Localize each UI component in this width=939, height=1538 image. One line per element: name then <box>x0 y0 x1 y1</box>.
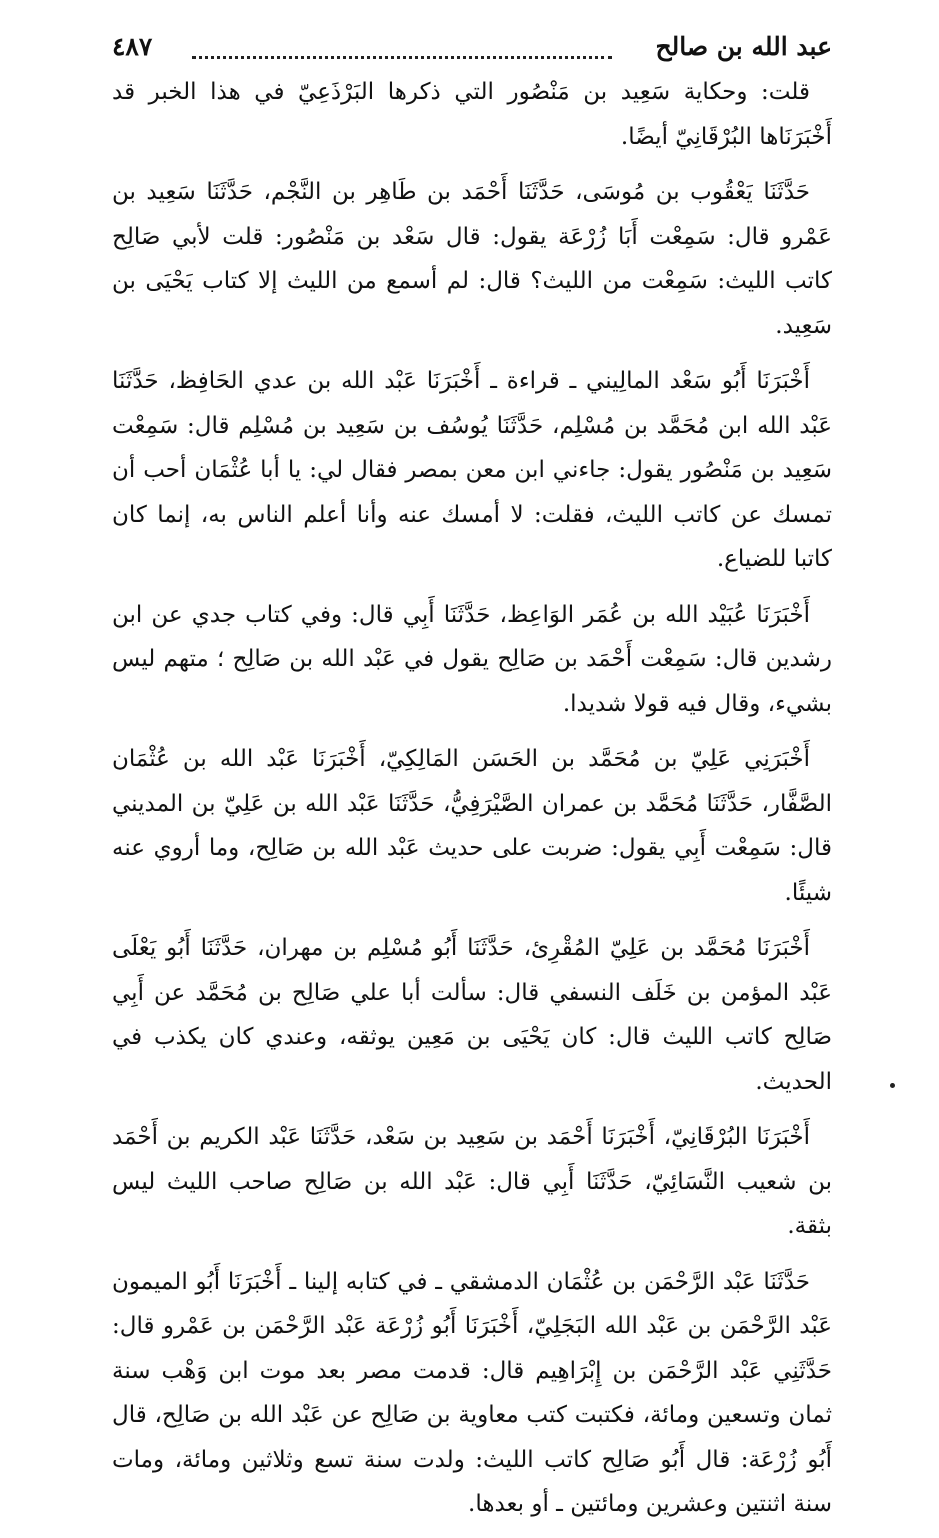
paragraph: أَخْبَرَنَا مُحَمَّد بن عَلِيّ المُقْرِئ، حَدَّثَنَا أَبُو مُسْلِم بن مهران، حَدَّثَنَا أَبُو يَعْلَى عَبْد المؤمن بن خَلَف النسفي قال: سألت أبا علي صَالِح بن مُحَمَّد عن أَبِي صَالِح كاتب الليث قال: كان يَحْيَى بن مَعِين يوثقه، وعندي كان يكذب في الحديث. <box>112 935 832 1095</box>
paragraph: أَخْبَرَنَا البُرْقَانِيّ، أَخْبَرَنَا أَحْمَد بن سَعِيد بن سَعْد، حَدَّثَنَا عَبْد الكريم بن أَحْمَد بن شعيب النَّسَائِيّ، حَدَّثَنَا أَبِي قال: عَبْد الله بن صَالِح صاحب الليث ليس بثقة. <box>112 1124 832 1239</box>
paragraph: قلت: وحكاية سَعِيد بن مَنْصُور التي ذكرها البَرْذَعِيّ في هذا الخبر قد أَخْبَرَنَاها البُرْقَانِيّ أيضًا. <box>112 79 832 150</box>
running-head <box>112 30 832 70</box>
margin-dot <box>890 1083 895 1088</box>
body-text <box>112 70 832 1538</box>
page-number: ٤٨٧ <box>112 32 153 61</box>
paragraph: حَدَّثَنَا يَعْقُوب بن مُوسَى، حَدَّثَنَا أَحْمَد بن طَاهِر بن النَّجْم، حَدَّثَنَا سَعِيد بن عَمْرو قال: سَمِعْت أَبَا زُرْعَة يقول: قال سَعْد بن مَنْصُور: قلت لأبي صَالِح كاتب الليث: سَمِعْت من الليث؟ قال: لم أسمع من الليث إلا كتاب يَحْيَى بن سَعِيد. <box>112 179 832 339</box>
paragraph: أَخْبَرَنَا أَبُو سَعْد المالِيني ـ قراءة ـ أَخْبَرَنَا عَبْد الله بن عدي الحَافِظ، حَدَّثَنَا عَبْد الله ابن مُحَمَّد بن مُسْلِم، حَدَّثَنَا يُوسُف بن سَعِيد بن مُسْلِم قال: سَمِعْت سَعِيد بن مَنْصُور يقول: جاءني ابن معن بمصر فقال لي: يا أبا عُثْمَان أحب أن تمسك عن كاتب الليث، فقلت: لا أمسك عنه وأنا أعلم الناس به، إنما كان كاتبا للضياع. <box>112 368 833 572</box>
paragraph: أَخْبَرَنَا عُبَيْد الله بن عُمَر الوَاعِظ، حَدَّثَنَا أَبِي قال: وفي كتاب جدي عن ابن رشدين قال: سَمِعْت أَحْمَد بن صَالِح يقول في عَبْد الله بن صَالِح ؛ متهم ليس بشيء، وقال فيه قولا شديدا. <box>112 601 832 717</box>
running-title: عبد الله بن صالح <box>655 32 832 61</box>
dotted-leader <box>192 56 612 59</box>
paragraph: حَدَّثَنَا عَبْد الرَّحْمَن بن عُثْمَان الدمشقي ـ في كتابه إلينا ـ أَخْبَرَنَا أَبُو الميمون عَبْد الرَّحْمَن بن عَبْد الله البَجَلِيّ، أَخْبَرَنَا أَبُو زُرْعَة عَبْد الرَّحْمَن بن عَمْرو قال: حَدَّثَنِي عَبْد الرَّحْمَن بن إِبْرَاهِيم قال: قدمت مصر بعد موت ابن وَهْب سنة ثمان وتسعين ومائة، فكتبت كتب معاوية بن صَالِح عن عَبْد الله بن صَالِح، قال أَبُو زُرْعَة: قال أَبُو صَالِح كاتب الليث: ولدت سنة تسع وثلاثين ومائة، ومات سنة اثنتين وعشرين ومائتين ـ أو بعدها. <box>112 1268 832 1517</box>
paragraph: أَخْبَرَنِي عَلِيّ بن مُحَمَّد بن الحَسَن المَالِكِيّ، أَخْبَرَنَا عَبْد الله بن عُثْمَان الصَّفَّار، حَدَّثَنَا مُحَمَّد بن عمران الصَّيْرَفِيُّ، حَدَّثَنَا عَبْد الله بن عَلِيّ بن المديني قال: سَمِعْت أَبِي يقول: ضربت على حديث عَبْد الله بن صَالِح، وما أروي عنه شيئًا. <box>112 746 832 906</box>
